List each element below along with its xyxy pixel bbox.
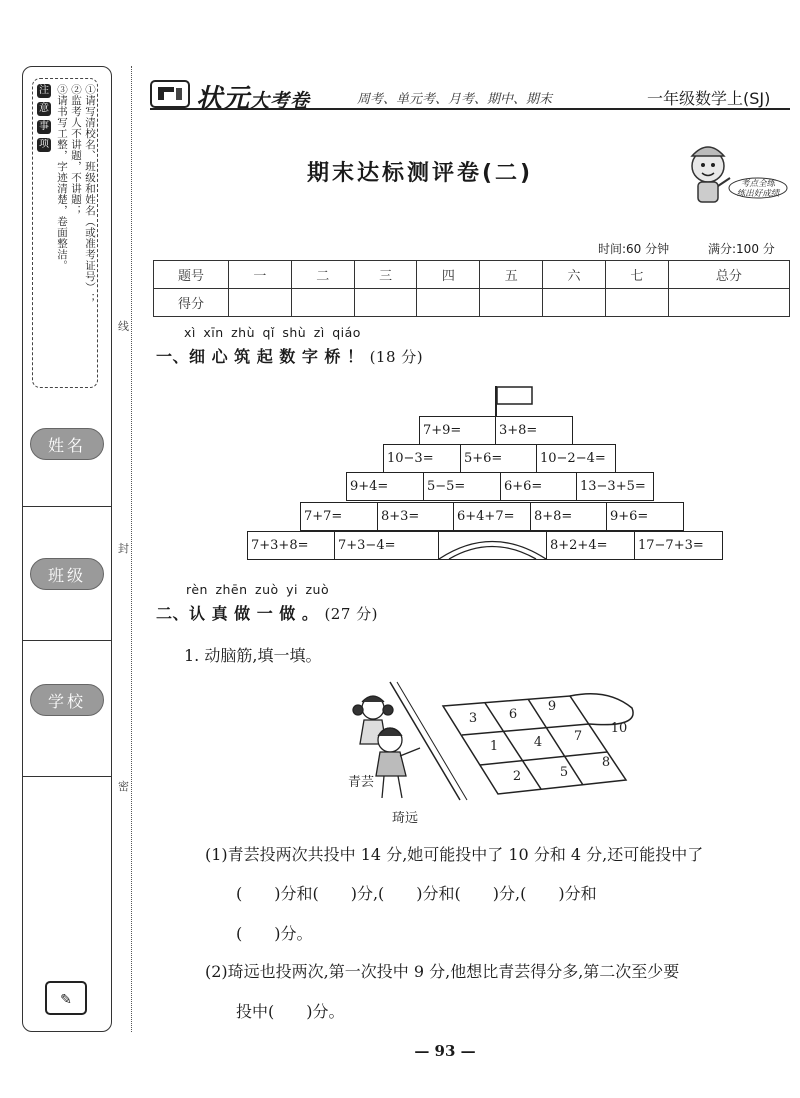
score-table-header-cell: 三	[354, 261, 417, 289]
bridge-arch-icon	[439, 532, 546, 559]
score-row-label: 得分	[154, 289, 229, 317]
board-number: 4	[533, 735, 543, 750]
board-number: 1	[489, 739, 499, 754]
board-number: 2	[512, 769, 522, 784]
name-label: 姓名	[30, 428, 104, 460]
score-table-header-cell: 二	[291, 261, 354, 289]
bridge-equation[interactable]: 7+9=	[419, 416, 496, 445]
class-label: 班级	[30, 558, 104, 590]
notice-title-char: 意	[39, 103, 49, 114]
bridge-equation[interactable]: 5−5=	[423, 472, 501, 501]
sub-question-1-line-2[interactable]: ( )分和( )分,( )分和( )分,( )分和	[236, 884, 597, 903]
bridge-equation[interactable]: 3+8=	[495, 416, 573, 445]
notice-title-char: 事	[39, 121, 49, 132]
grade-subject: 一年级数学上(SJ)	[647, 89, 771, 108]
section1-points: (18 分)	[369, 348, 424, 366]
hopscotch-illustration	[340, 680, 686, 830]
section2-title: 二、认 真 做 一 做 。	[156, 604, 319, 623]
sub-question-2-line-1: (2)琦远也投两次,第一次投中 9 分,他想比青芸得分多,第二次至少要	[205, 962, 680, 981]
sub-question-1-line-1: (1)青芸投两次共投中 14 分,她可能投中了 10 分和 4 分,还可能投中了	[205, 845, 704, 864]
section2-heading	[156, 601, 378, 624]
boy-name-label: 琦远	[392, 811, 419, 826]
flag-icon	[492, 384, 536, 418]
cut-line-mark: 密	[118, 780, 129, 793]
notice-item-3: ③请书写工整，字迹清楚，卷面整洁。	[56, 84, 68, 271]
sub-question-2-line-2[interactable]: 投中( )分。	[236, 1002, 345, 1021]
svg-text:✎: ✎	[60, 992, 72, 1008]
score-table-header-cell: 六	[543, 261, 606, 289]
bridge-arch	[438, 531, 547, 560]
score-cell[interactable]	[417, 289, 480, 317]
bridge-equation[interactable]: 8+2+4=	[546, 531, 635, 560]
section2-pinyin: rèn zhēn zuò yi zuò	[186, 582, 330, 597]
section1-pinyin: xì xīn zhù qǐ shù zì qiáo	[184, 325, 361, 340]
bridge-equation[interactable]: 7+3−4=	[334, 531, 439, 560]
board-number: 3	[468, 711, 478, 726]
board-number: 6	[508, 707, 518, 722]
time-limit: 时间:60 分钟	[598, 242, 670, 256]
notice-title	[37, 84, 51, 152]
sidebar-divider	[22, 640, 112, 641]
notice-title-char: 项	[39, 139, 49, 150]
cut-line	[131, 66, 132, 1032]
bridge-equation[interactable]: 13−3+5=	[576, 472, 654, 501]
sidebar-logo	[34, 812, 100, 1022]
publisher-logo-icon	[150, 80, 190, 108]
board-number: 9	[547, 699, 557, 714]
bridge-equation[interactable]: 7+7=	[300, 502, 378, 531]
header-rule	[150, 108, 790, 110]
boy-figure	[376, 728, 420, 798]
score-table-header-cell: 七	[605, 261, 668, 289]
page-title: 期末达标测评卷(二)	[306, 161, 534, 186]
bridge-equation[interactable]: 8+3=	[377, 502, 454, 531]
score-table-header-cell: 总分	[668, 261, 789, 289]
mascot-badge-1: 考点全练	[740, 179, 776, 189]
bridge-equation[interactable]: 8+8=	[530, 502, 607, 531]
bridge-equation[interactable]: 5+6=	[460, 444, 537, 473]
notice-title-char: 注	[39, 85, 49, 96]
board-number: 10	[610, 721, 628, 736]
mascot-illustration	[682, 136, 788, 212]
score-cell[interactable]	[291, 289, 354, 317]
notice-item-2: ②监考人不讲题，不讲题；	[70, 84, 82, 216]
mascot-badge-2: 练出好成绩	[736, 189, 780, 199]
bridge-equation[interactable]: 17−7+3=	[634, 531, 723, 560]
board-number: 7	[573, 729, 583, 744]
sidebar-divider	[22, 506, 112, 507]
board-number: 8	[601, 755, 611, 770]
score-cell[interactable]	[668, 289, 789, 317]
sidebar-divider	[22, 776, 112, 777]
bridge-equation[interactable]: 9+4=	[346, 472, 424, 501]
question-1-prompt: 1. 动脑筋,填一填。	[184, 646, 322, 665]
score-table	[153, 260, 790, 317]
exam-types: 周考、单元考、月考、期中、期末	[357, 92, 553, 107]
score-table-score-row	[154, 289, 790, 317]
bridge-equation[interactable]: 6+6=	[500, 472, 577, 501]
page-number: — 93 —	[414, 1042, 476, 1060]
bridge-equation[interactable]: 7+3+8=	[247, 531, 335, 560]
section1-title: 一、细 心 筑 起 数 字 桥 ！	[156, 347, 364, 366]
score-table-header-cell: 四	[417, 261, 480, 289]
cut-line-mark: 封	[118, 542, 129, 555]
sub-question-1-line-3[interactable]: ( )分。	[236, 924, 313, 943]
brand-main: 状元	[196, 84, 251, 114]
full-score: 满分:100 分	[708, 242, 775, 256]
score-cell[interactable]	[605, 289, 668, 317]
bridge-equation[interactable]: 9+6=	[606, 502, 684, 531]
bridge-equation[interactable]: 10−2−4=	[536, 444, 616, 473]
score-cell[interactable]	[480, 289, 543, 317]
score-cell[interactable]	[354, 289, 417, 317]
score-table-header-row	[154, 261, 790, 289]
section2-points: (27 分)	[324, 605, 378, 623]
section1-heading	[156, 344, 423, 367]
score-cell[interactable]	[543, 289, 606, 317]
cut-line-mark: 线	[118, 320, 129, 333]
score-cell[interactable]	[229, 289, 292, 317]
notice-item-1: ①请写清校名、班级和姓名（或准考证号）；	[84, 84, 96, 304]
school-label: 学校	[30, 684, 104, 716]
score-table-header-cell: 五	[480, 261, 543, 289]
score-table-header-cell: 一	[229, 261, 292, 289]
girl-name-label: 青芸	[348, 775, 375, 790]
bridge-equation[interactable]: 10−3=	[383, 444, 461, 473]
score-table-header-cell: 题号	[154, 261, 229, 289]
board-number: 5	[559, 765, 569, 780]
bridge-equation[interactable]: 6+4+7=	[453, 502, 531, 531]
brand-suffix: 大考卷	[250, 90, 311, 112]
